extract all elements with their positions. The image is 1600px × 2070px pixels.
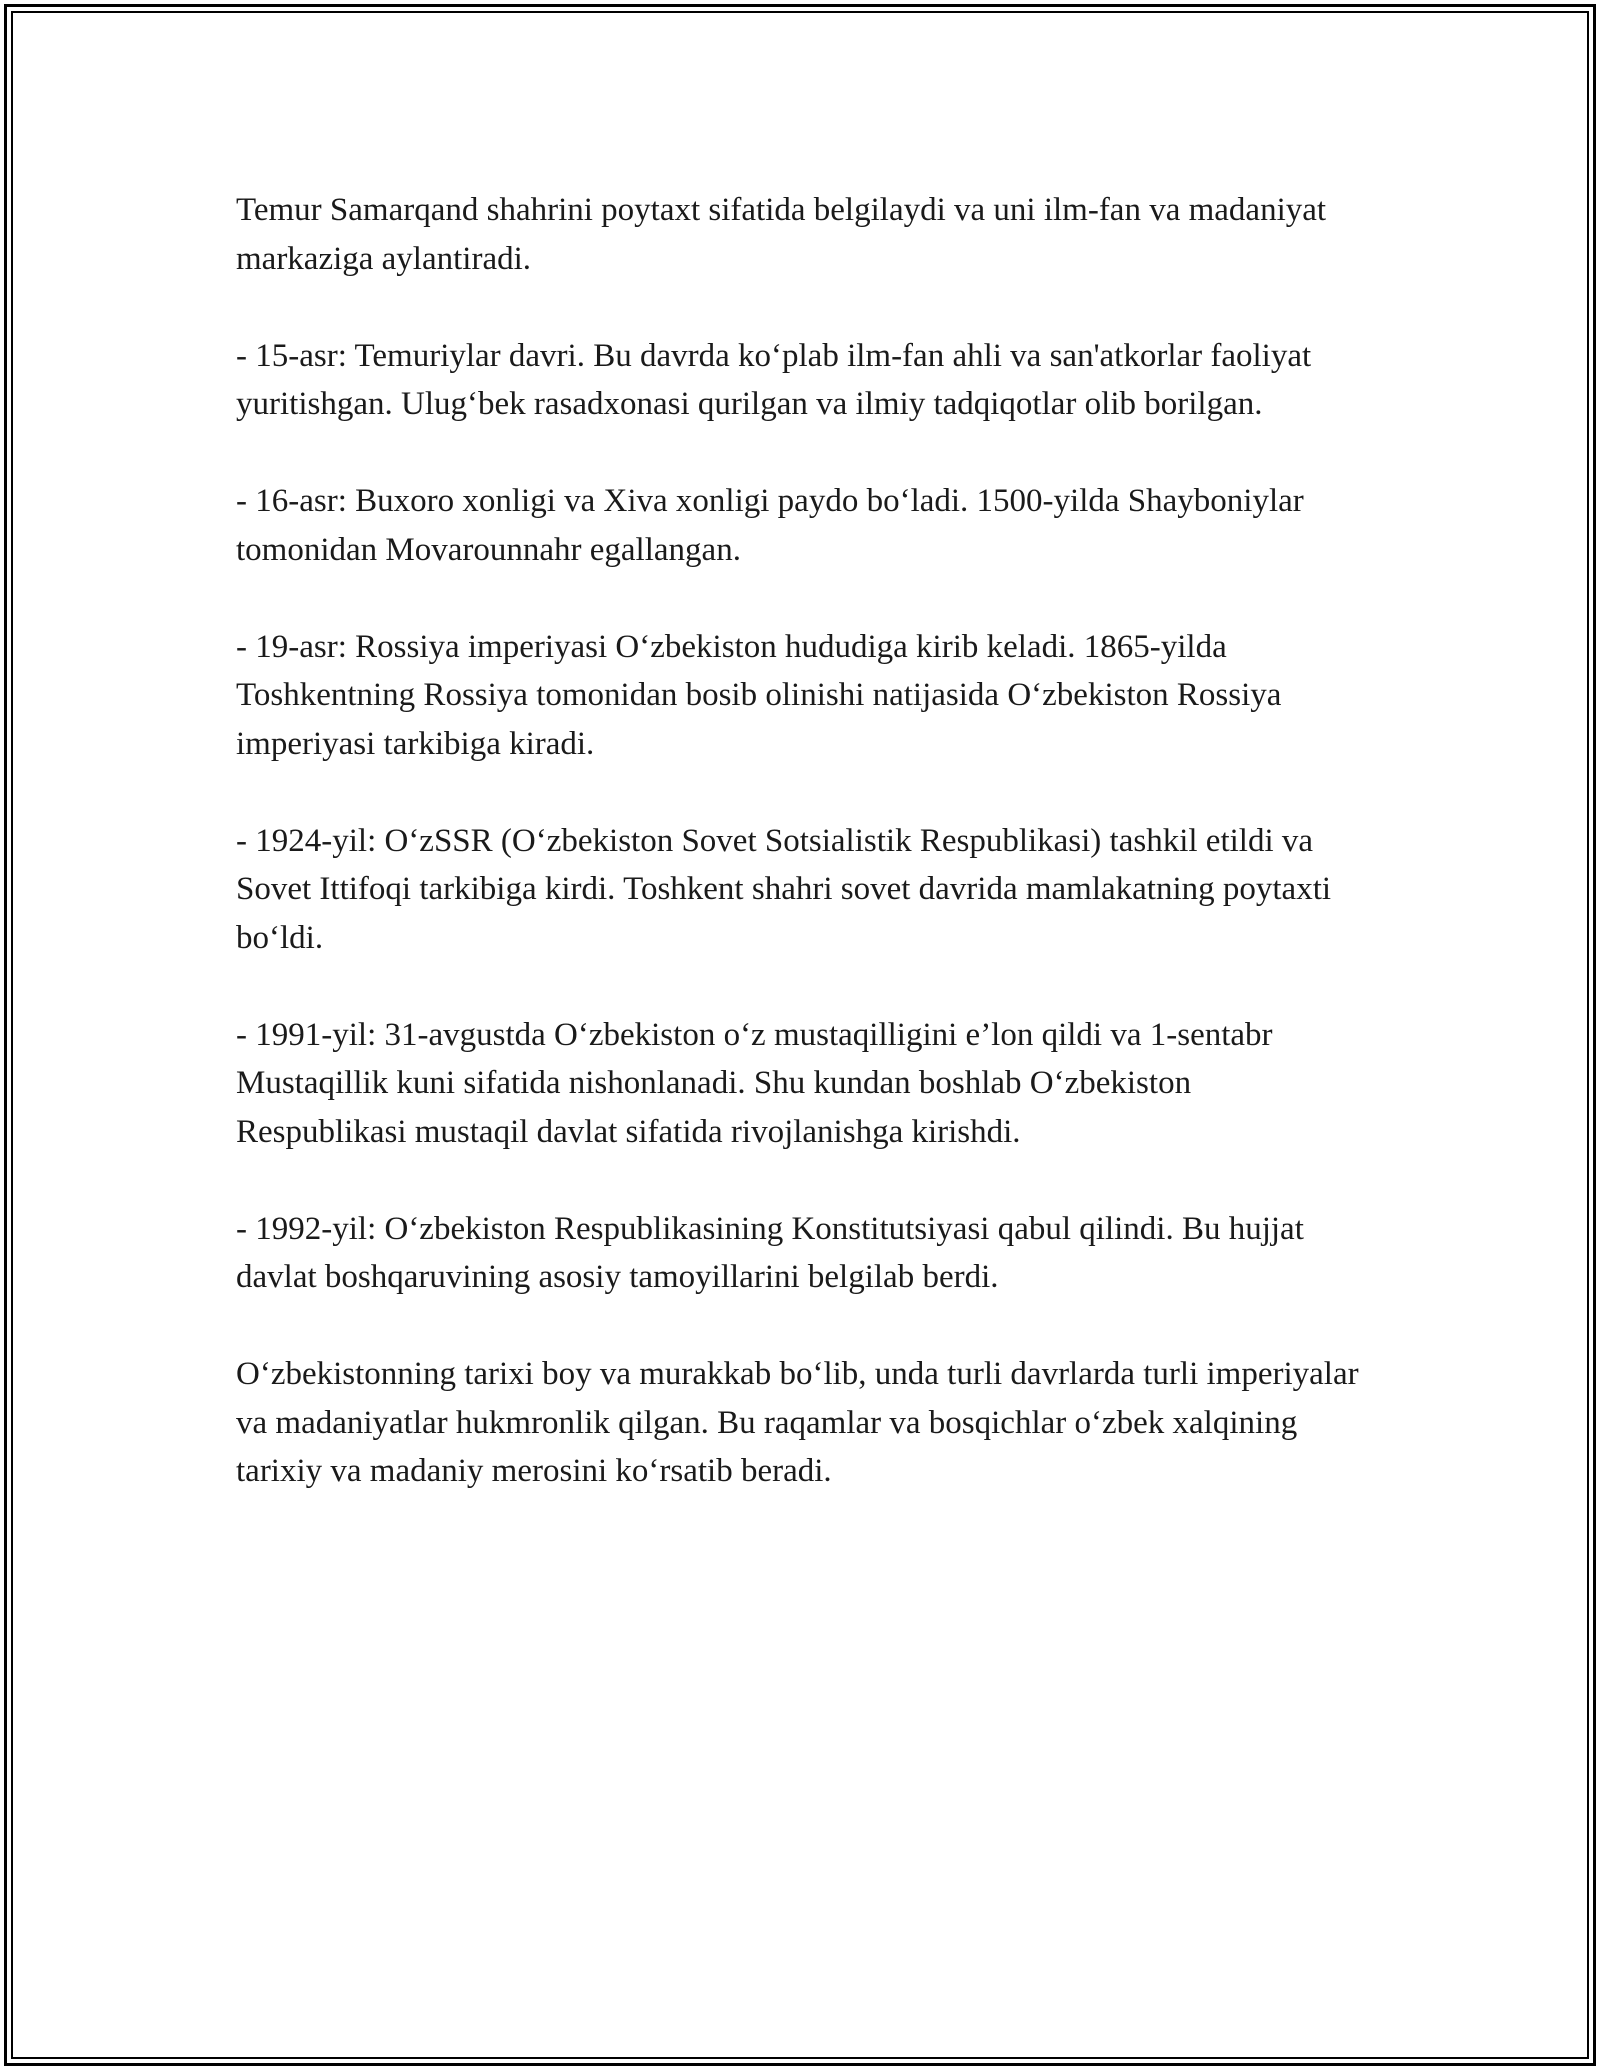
paragraph-1992-yil: - 1992-yil: O‘zbekiston Respublikasining Konstitutsiyasi qabul qilindi. Bu hujjat davlat boshqaruvining asosiy tamoyillarini belgilab berdi. <box>236 1210 1304 1295</box>
document-body <box>236 186 1366 1544</box>
paragraph-19-asr: - 19-asr: Rossiya imperiyasi O‘zbekiston hududiga kirib keladi. 1865-yilda Toshkentning Rossiya tomonidan bosib olinishi natijasida O‘zbekiston Rossiya imperiyasi tarkibiga kiradi. <box>236 628 1282 762</box>
paragraph-1924-yil: - 1924-yil: O‘zSSR (O‘zbekiston Sovet Sotsialistik Respublikasi) tashkil etildi va Sovet Ittifoqi tarkibiga kirdi. Toshkent shahri sovet davrida mamlakatning poytaxti bo‘ldi. <box>236 822 1332 956</box>
paragraph-1991-yil: - 1991-yil: 31-avgustda O‘zbekiston o‘z mustaqilligini e’lon qildi va 1-sentabr Mustaqillik kuni sifatida nishonlanadi. Shu kundan boshlab O‘zbekiston Respublikasi mustaqil davlat sifatida rivojlanishga kirishdi. <box>236 1016 1273 1150</box>
paragraph-conclusion: O‘zbekistonning tarixi boy va murakkab bo‘lib, unda turli davrlarda turli imperiyalar va madaniyatlar hukmronlik qilgan. Bu raqamlar va bosqichlar o‘zbek xalqining tarixiy va madaniy merosini ko‘rsatib beradi. <box>236 1356 1359 1489</box>
paragraph-temur-samarqand: Temur Samarqand shahrini poytaxt sifatida belgilaydi va uni ilm-fan va madaniyat markaziga aylantiradi. <box>236 192 1327 277</box>
paragraph-16-asr: - 16-asr: Buxoro xonligi va Xiva xonligi paydo bo‘ladi. 1500-yilda Shayboniylar tomonidan Movarounnahr egallangan. <box>236 483 1304 568</box>
paragraph-15-asr: - 15-asr: Temuriylar davri. Bu davrda ko‘plab ilm-fan ahli va san'atkorlar faoliyat yuritishgan. Ulug‘bek rasadxonasi qurilgan va ilmiy tadqiqotlar olib borilgan. <box>236 337 1312 422</box>
